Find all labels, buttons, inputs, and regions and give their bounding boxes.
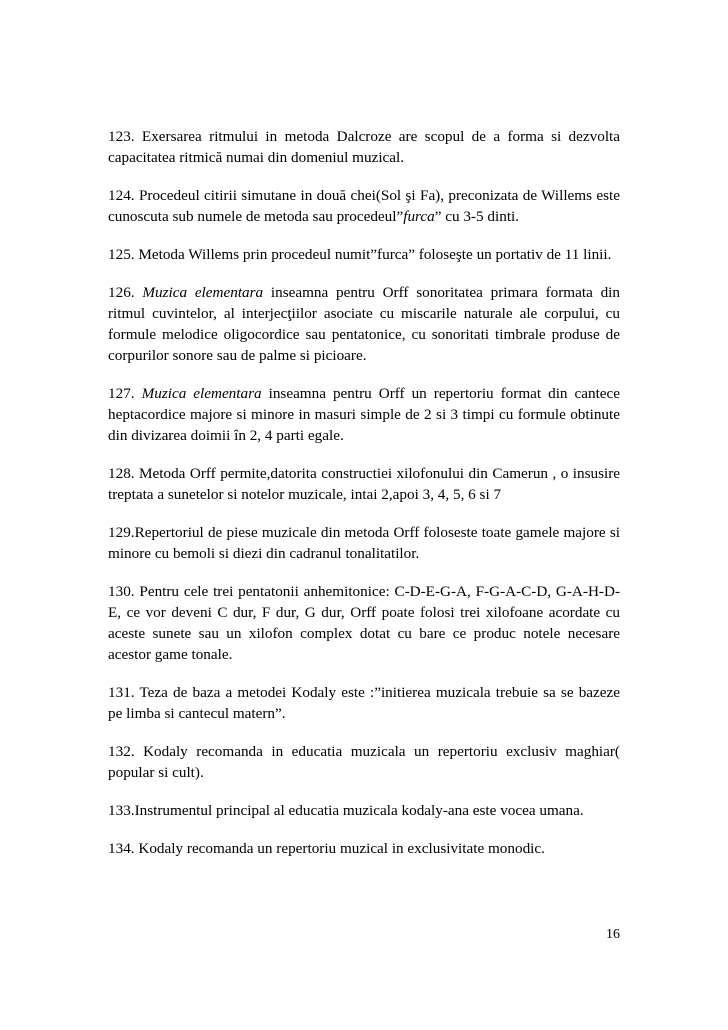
paragraph-text: 128. Metoda Orff permite,datorita constructiei xilofonului din Camerun , o insusire treptata a sunetelor si notelor muzicale, intai 2,apoi 3, 4, 5, 6 si 7 [108, 465, 620, 503]
paragraph-text: 133.Instrumentul principal al educatia muzicala kodaly-ana este vocea umana. [108, 802, 584, 820]
paragraph [108, 186, 620, 228]
paragraph-text: 131. Teza de baza a metodei Kodaly este :”initierea muzicala trebuie sa se bazeze pe limba si cantecul matern”. [108, 683, 620, 722]
paragraph [108, 127, 620, 169]
paragraph-text: 127. [108, 385, 142, 403]
paragraph-text: 126. [108, 284, 143, 302]
paragraph [108, 283, 620, 366]
italic-text: Muzica elementara [142, 284, 264, 302]
document-body [108, 127, 620, 878]
paragraph-text: 124. Procedeul citirii simutane in două chei(Sol şi Fa), preconizata de Willems este cunoscuta sub numele de metoda sau procedeul” [108, 187, 620, 225]
paragraph [108, 839, 620, 860]
paragraph-text: 130. Pentru cele trei pentatonii anhemitonice: C-D-E-G-A, F-G-A-C-D, G-A-H-D-E, ce vor deveni C dur, F dur, G dur, Orff poate folosi trei xilofoane acordate cu aceste sunete sau un xilofon complex dotat cu bare ce produc notele necesare acestor game tonale. [108, 583, 620, 663]
paragraph [108, 384, 620, 446]
paragraph-text: inseamna pentru Orff sonoritatea primara formata din ritmul cuvintelor, al interjecţiilor asociate cu miscarile naturale ale corpului, cu formule melodice oligocordice sau pentatonice, cu sonoritati timbrale produse de corpurilor sonore sau de palme si picioare. [108, 284, 620, 364]
italic-text: Muzica elementara [141, 385, 262, 403]
italic-text: furca [403, 207, 435, 225]
paragraph-text: 129.Repertoriul de piese muzicale din metoda Orff foloseste toate gamele majore si minore cu bemoli si diezi din cadranul tonalitatilor. [108, 524, 620, 562]
page-number: 16 [606, 927, 620, 942]
paragraph [108, 582, 620, 665]
paragraph [108, 742, 620, 784]
paragraph [108, 245, 620, 266]
paragraph [108, 801, 620, 822]
paragraph-text: 125. Metoda Willems prin procedeul numit”furca” foloseşte un portativ de 11 linii. [108, 246, 612, 264]
paragraph-text: 134. Kodaly recomanda un repertoriu muzical in exclusivitate monodic. [108, 840, 545, 858]
paragraph-text: inseamna pentru Orff un repertoriu format din cantece heptacordice majore si minore in masuri simple de 2 si 3 timpi cu formule obtinute din divizarea doimii în 2, 4 parti egale. [108, 385, 621, 444]
paragraph-text: ” cu 3-5 dinti. [434, 207, 520, 225]
paragraph [108, 523, 620, 565]
paragraph [108, 683, 620, 725]
paragraph [108, 464, 620, 506]
paragraph-text: 132. Kodaly recomanda in educatia muzicala un repertoriu exclusiv maghiar( popular si cult). [108, 743, 620, 781]
paragraph-text: 123. Exersarea ritmului in metoda Dalcroze are scopul de a forma si dezvolta capacitatea ritmică numai din domeniul muzical. [108, 128, 620, 166]
